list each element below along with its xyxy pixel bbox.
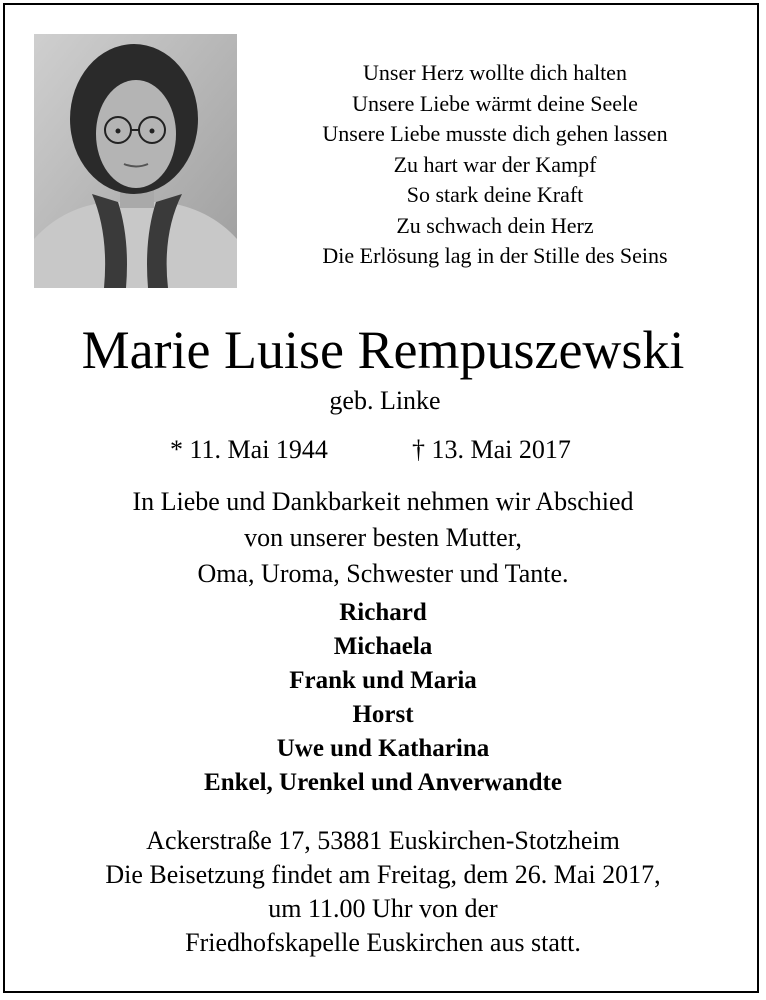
farewell-text: [0, 484, 766, 592]
mourner: Frank und Maria: [289, 667, 477, 694]
mourner: Enkel, Urenkel und Anverwandte: [204, 769, 562, 796]
footer-info: [0, 824, 766, 960]
life-dates: [0, 432, 766, 468]
mourner: Richard: [339, 599, 427, 626]
poem-line: Die Erlösung lag in der Stille des Seins: [322, 243, 668, 268]
farewell-line: von unserer besten Mutter,: [244, 523, 522, 552]
poem-line: So stark deine Kraft: [406, 182, 584, 207]
deceased-name: Marie Luise Rempuszewski: [81, 320, 685, 380]
mourner: Uwe und Katharina: [276, 735, 490, 762]
poem-line: Unsere Liebe musste dich gehen lassen: [322, 121, 668, 146]
poem-line: Unser Herz wollte dich halten: [363, 60, 627, 85]
birth-date: * 11. Mai 1944: [170, 435, 328, 464]
portrait-photo: [34, 34, 237, 288]
farewell-line: In Liebe und Dankbarkeit nehmen wir Abschied: [132, 487, 634, 516]
maiden-name: geb. Linke: [329, 386, 441, 415]
maiden-name-row: [0, 384, 766, 418]
farewell-line: Oma, Uroma, Schwester und Tante.: [197, 559, 569, 588]
address: Ackerstraße 17, 53881 Euskirchen-Stotzheim: [146, 826, 620, 855]
mourner: Michaela: [333, 633, 433, 660]
mourner: Horst: [352, 701, 414, 728]
poem-line: Zu schwach dein Herz: [396, 212, 594, 238]
funeral-info-line: um 11.00 Uhr von der: [268, 894, 498, 923]
death-date: † 13. Mai 2017: [412, 435, 571, 464]
poem-line: Unsere Liebe wärmt deine Seele: [352, 90, 638, 116]
mourners-list: [0, 596, 766, 800]
poem-line: Zu hart war der Kampf: [393, 151, 597, 177]
funeral-info-line: Friedhofskapelle Euskirchen aus statt.: [185, 928, 581, 957]
funeral-info-line: Die Beisetzung findet am Freitag, dem 26. Mai 2017,: [105, 860, 661, 889]
poem: [268, 58, 722, 272]
